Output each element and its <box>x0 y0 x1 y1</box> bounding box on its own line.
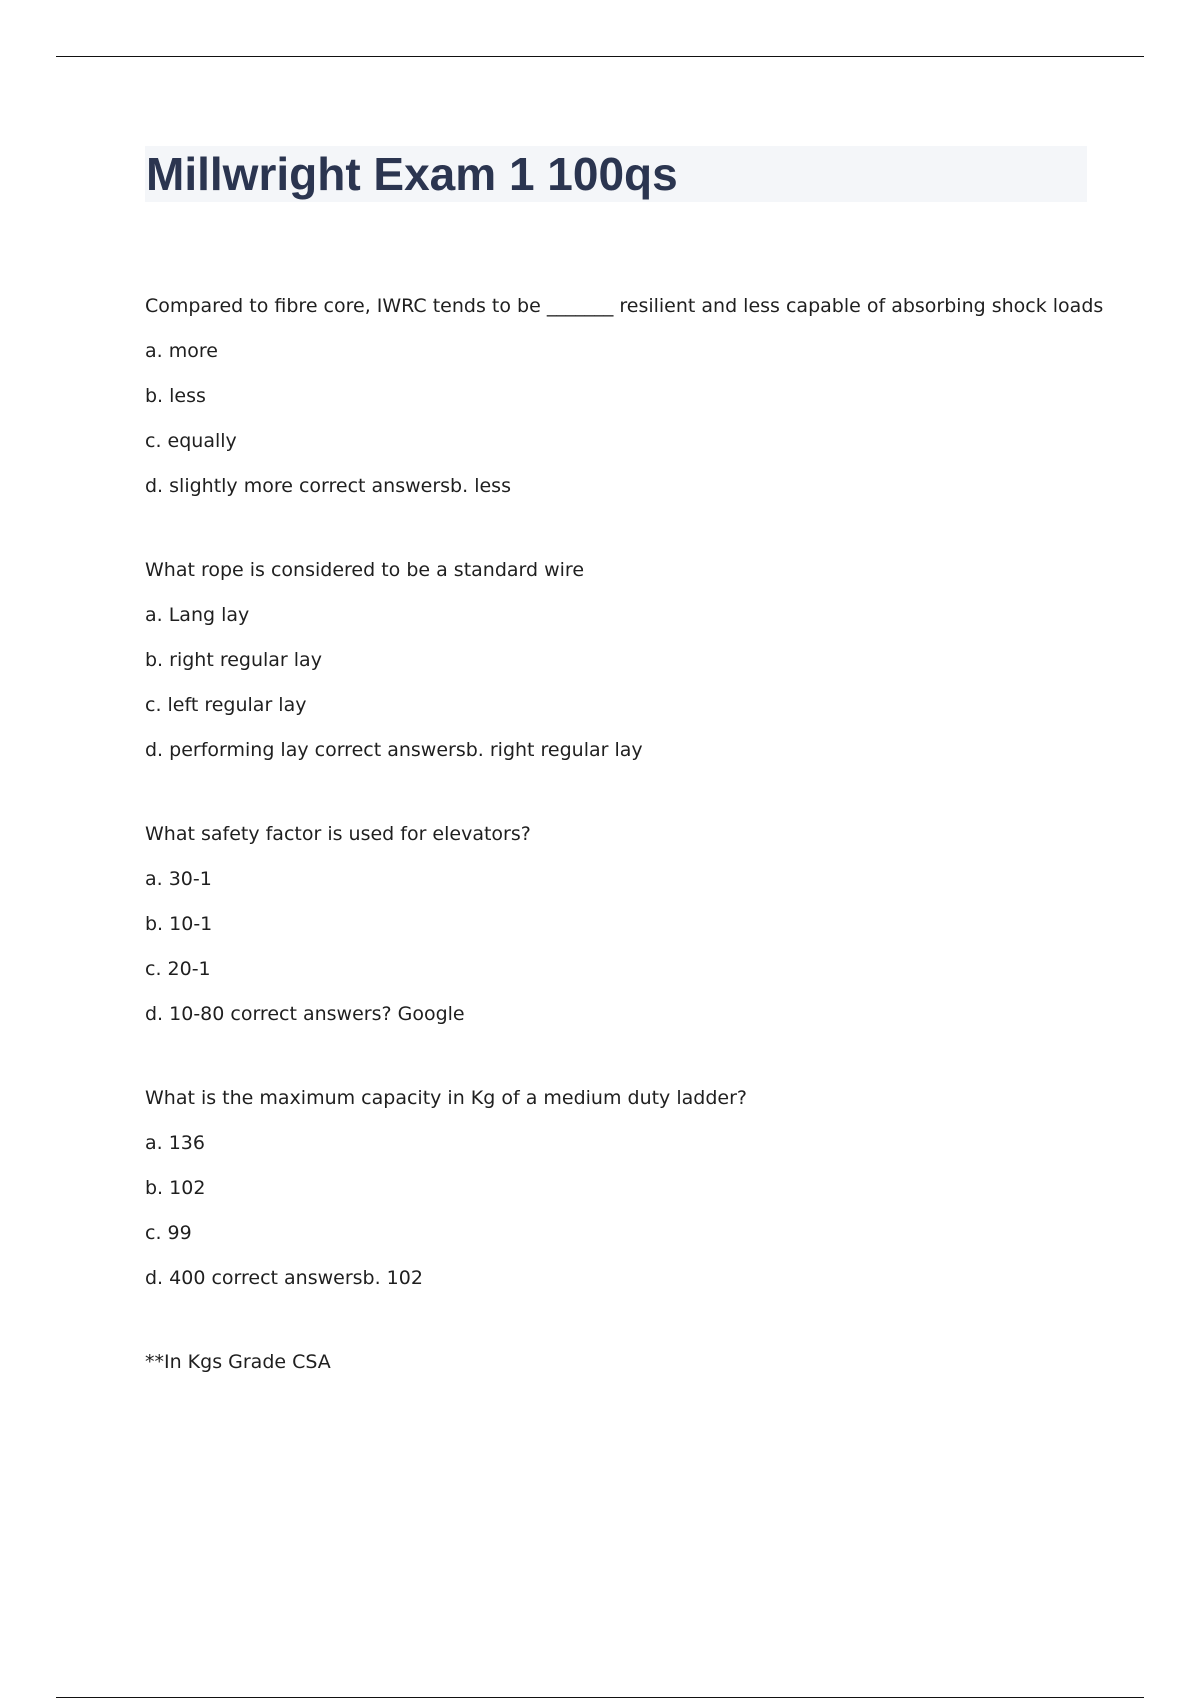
question-block-1 <box>145 290 1105 515</box>
answer-option-a: a. 30-1 <box>145 868 212 890</box>
question-block-4 <box>145 1082 1105 1307</box>
question-text: What safety factor is used for elevators? <box>145 823 531 845</box>
answer-option-d: d. 10-80 correct answers? Google <box>145 1003 465 1025</box>
answer-option-a: a. Lang lay <box>145 604 250 626</box>
question-text: What rope is considered to be a standard wire <box>145 559 585 581</box>
answer-option-b: b. 10-1 <box>145 913 213 935</box>
answer-option-d: d. performing lay correct answersb. right regular lay <box>145 739 643 761</box>
question-text: Compared to fibre core, IWRC tends to be _______ resilient and less capable of absorbing shock loads <box>145 295 1104 317</box>
question-list <box>145 290 1105 1378</box>
question-text: What is the maximum capacity in Kg of a medium duty ladder? <box>145 1087 747 1109</box>
answer-option-d: d. slightly more correct answersb. less <box>145 475 511 497</box>
answer-option-c: c. 20-1 <box>145 958 211 980</box>
answer-option-d: d. 400 correct answersb. 102 <box>145 1267 423 1289</box>
top-rule <box>56 56 1144 57</box>
answer-option-c: c. 99 <box>145 1222 192 1244</box>
footnote: **In Kgs Grade CSA <box>145 1351 331 1373</box>
answer-option-b: b. right regular lay <box>145 649 322 671</box>
question-block-3 <box>145 818 1105 1043</box>
answer-option-b: b. less <box>145 385 206 407</box>
page-title: Millwright Exam 1 100qs <box>146 148 678 200</box>
answer-option-c: c. equally <box>145 430 237 452</box>
answer-option-a: a. more <box>145 340 218 362</box>
question-block-2 <box>145 554 1105 779</box>
answer-option-b: b. 102 <box>145 1177 206 1199</box>
answer-option-a: a. 136 <box>145 1132 205 1154</box>
bottom-rule <box>56 1697 1144 1698</box>
answer-option-c: c. left regular lay <box>145 694 307 716</box>
